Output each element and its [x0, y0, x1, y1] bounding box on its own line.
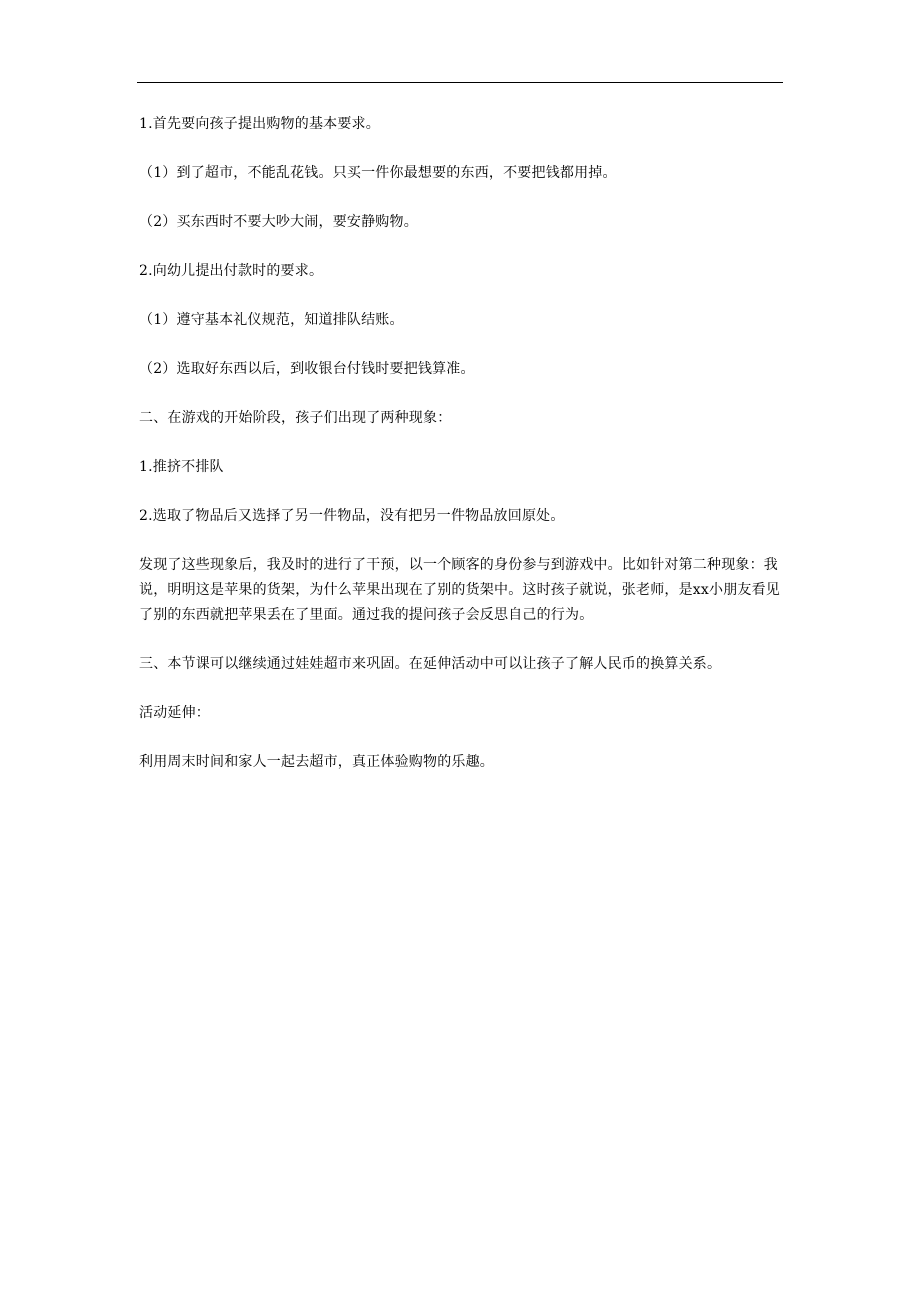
paragraph-3: （2）买东西时不要大吵大闹，要安静购物。 — [139, 214, 418, 230]
paragraph-1: 1.首先要向孩子提出购物的基本要求。 — [139, 116, 380, 132]
paragraph-9: 2.选取了物品后又选择了另一件物品，没有把另一件物品放回原处。 — [139, 508, 565, 524]
document-body — [139, 112, 785, 775]
paragraph-4: 2.向幼儿提出付款时的要求。 — [139, 263, 324, 279]
paragraph-8: 1.推挤不排队 — [139, 459, 224, 475]
paragraph-11: 三、本节课可以继续通过娃娃超市来巩固。在延伸活动中可以让孩子了解人民币的换算关系。 — [139, 656, 722, 672]
paragraph-10: 发现了这些现象后，我及时的进行了干预，以一个顾客的身份参与到游戏中。比如针对第二种现象：我说，明明这是苹果的货架，为什么苹果出现在了别的货架中。这时孩子就说，张老师，是xx小朋友看见了别的东西就把苹果丢在了里面。通过我的提问孩子会反思自己的行为。 — [139, 557, 780, 623]
paragraph-12: 活动延伸： — [139, 705, 210, 721]
paragraph-5: （1）遵守基本礼仪规范，知道排队结账。 — [139, 312, 404, 328]
paragraph-6: （2）选取好东西以后，到收银台付钱时要把钱算准。 — [139, 361, 475, 377]
paragraph-7: 二、在游戏的开始阶段，孩子们出现了两种现象： — [139, 410, 452, 426]
header-rule — [137, 82, 783, 83]
paragraph-13: 利用周末时间和家人一起去超市，真正体验购物的乐趣。 — [139, 754, 494, 770]
paragraph-2: （1）到了超市，不能乱花钱。只买一件你最想要的东西，不要把钱都用掉。 — [139, 165, 617, 181]
